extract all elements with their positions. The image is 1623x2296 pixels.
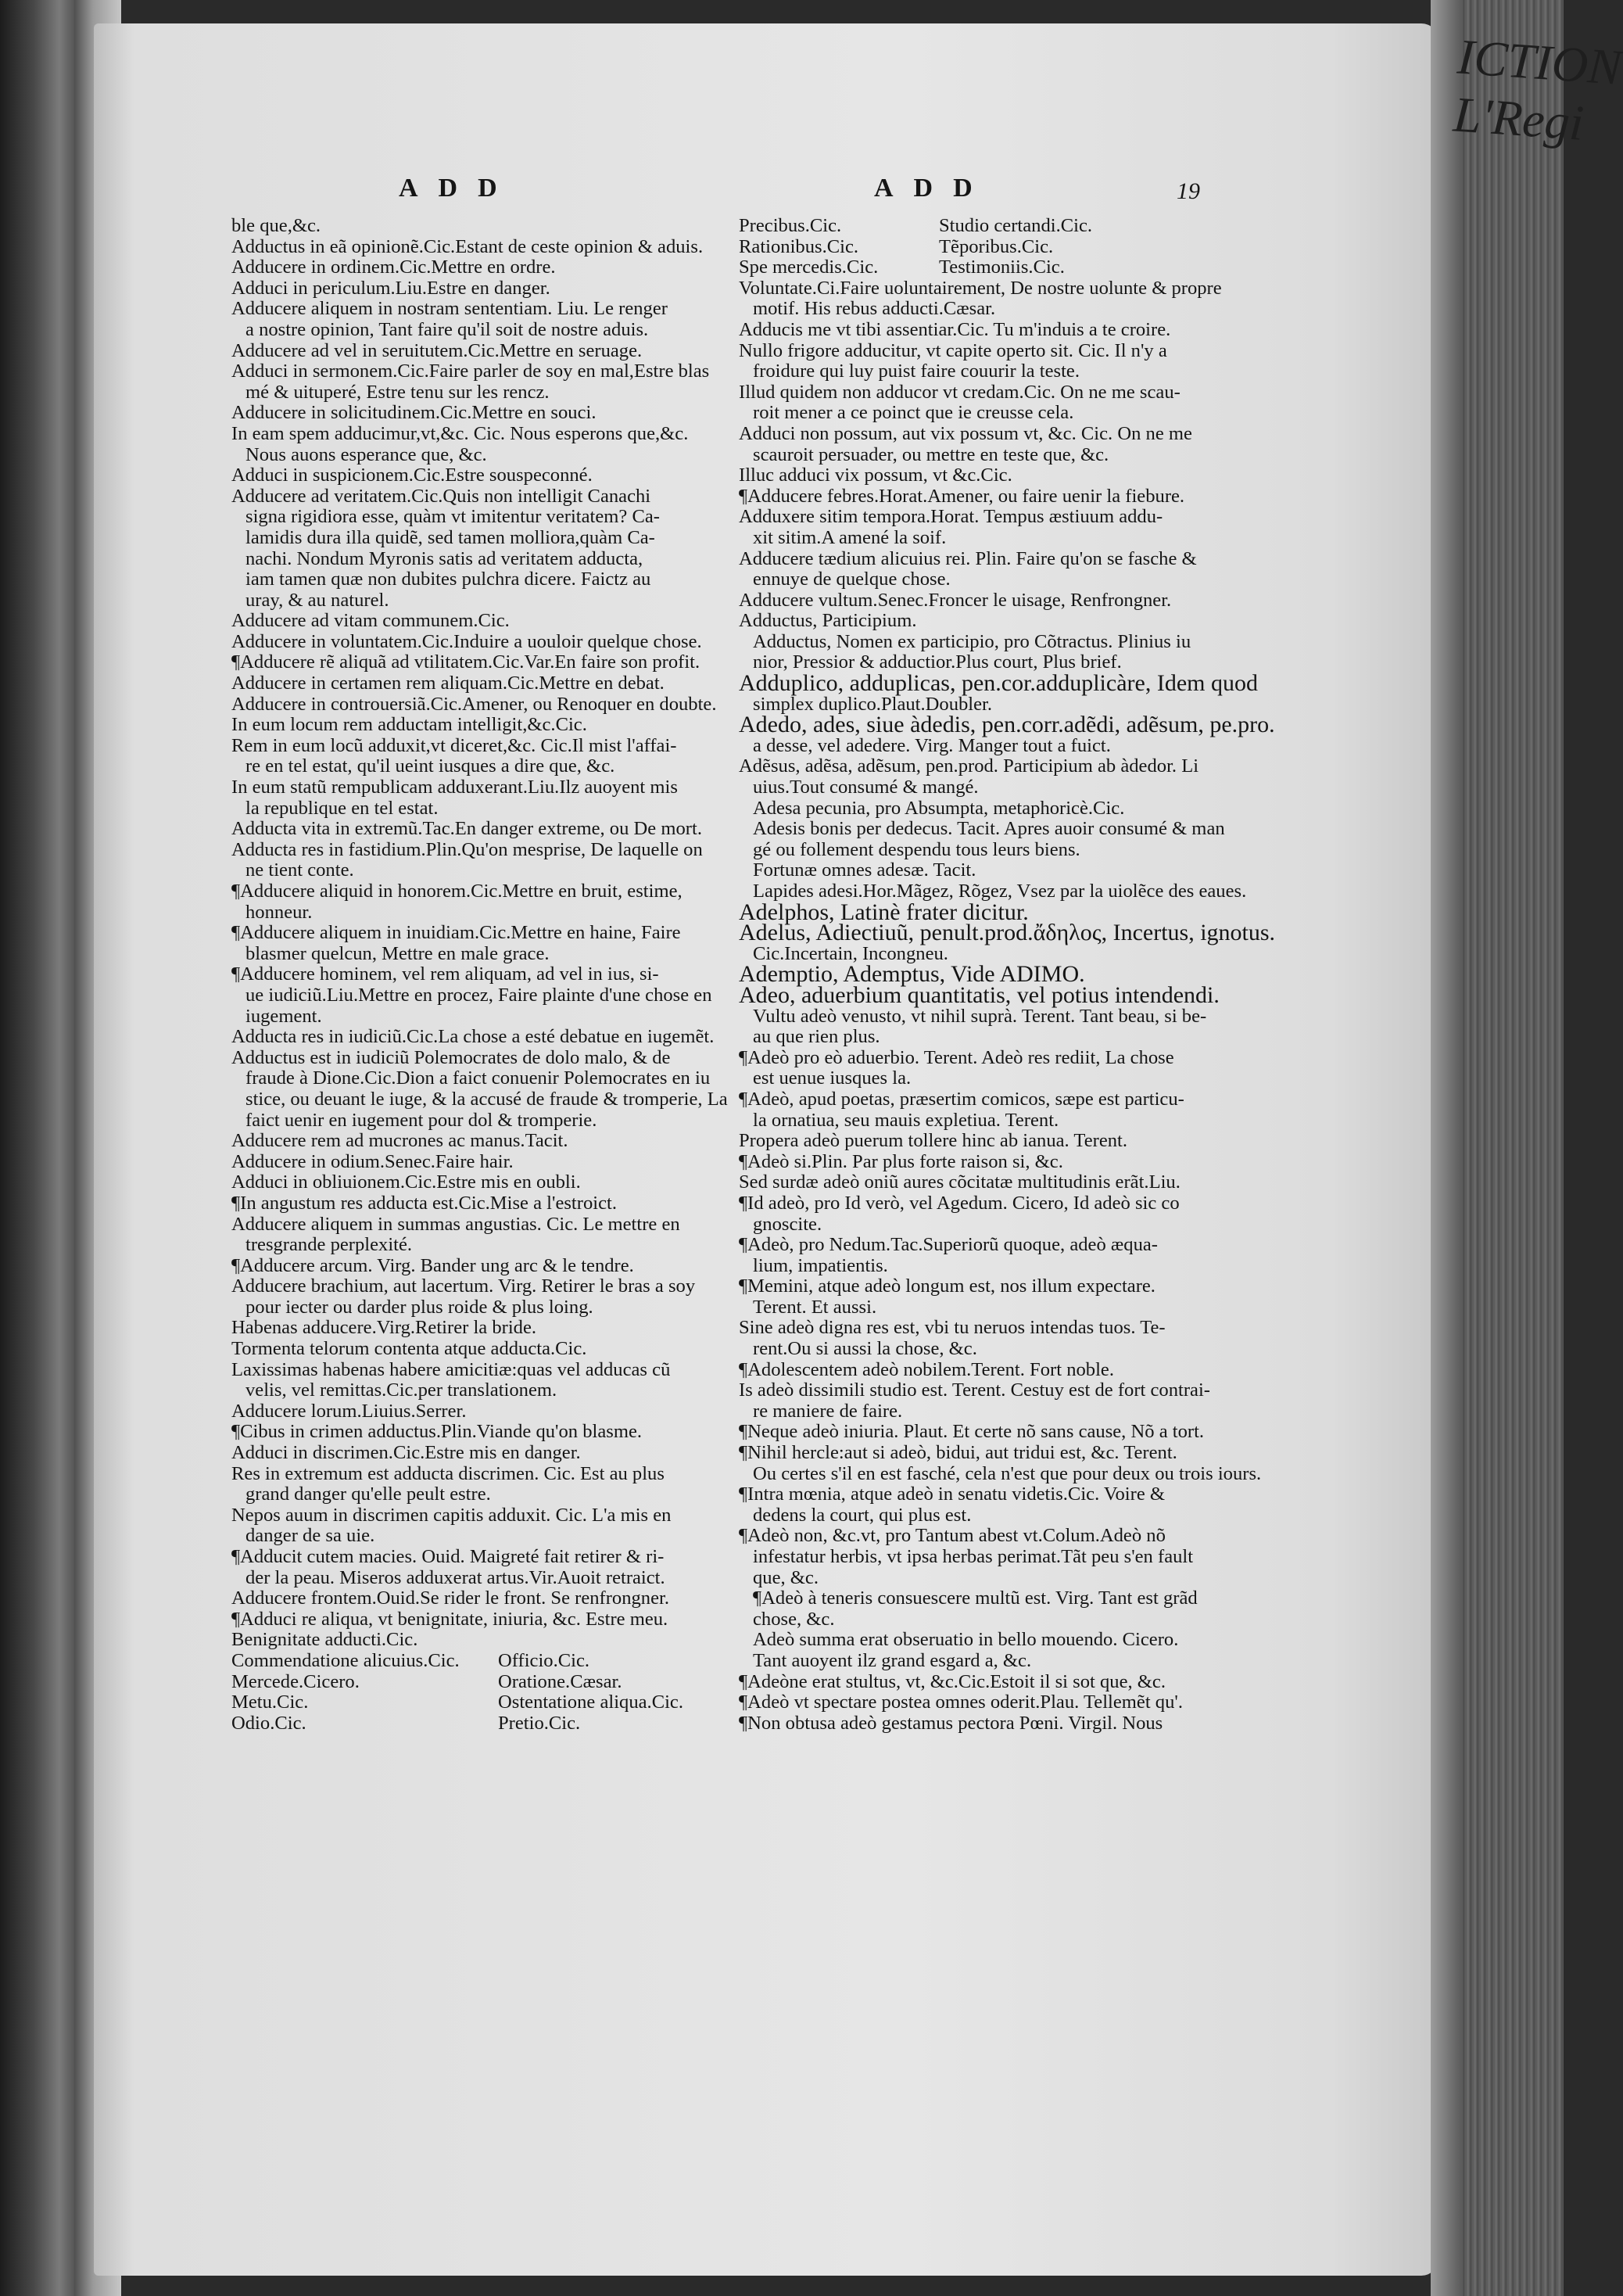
left-page-edge: [0, 0, 74, 2296]
citation-left: Rationibus.Cic.: [739, 235, 859, 257]
dictionary-line: blasmer quelcun, Mettre en male grace.: [245, 942, 550, 964]
citation-left: Mercede.Cicero.: [231, 1670, 360, 1692]
dictionary-line: Terent. Et aussi.: [753, 1296, 877, 1318]
dictionary-line: iam tamen quæ non dubites pulchra dicere. Faictz au: [245, 569, 651, 590]
dictionary-line: dedens la court, qui plus est.: [753, 1504, 972, 1526]
dictionary-line: Tant auoyent ilz grand esgard a, &c.: [753, 1649, 1032, 1671]
citation-right: Ostentatione aliqua.Cic.: [498, 1692, 683, 1713]
dictionary-line: lium, impatientis.: [753, 1254, 888, 1276]
citation-right: Studio certandi.Cic.: [939, 215, 1093, 236]
spine-label: [1441, 28, 1623, 301]
dictionary-line: Adducere frontem.Ouid.Se rider le front. Se renfrongner.: [231, 1587, 669, 1609]
left-text-column: [231, 215, 728, 1734]
dictionary-line: Adeò summa erat obseruatio in bello mouendo. Cicero.: [753, 1629, 1179, 1651]
running-head-right: ADD: [874, 174, 993, 203]
dictionary-line: Adducere in ordinem.Cic.Mettre en ordre.: [231, 257, 556, 278]
spine-line: L'Regi: [1451, 86, 1585, 151]
citation-pair: [739, 257, 1208, 278]
dictionary-line: Adducere rem ad mucrones ac manus.Tacit.: [231, 1130, 568, 1152]
citation-left: Commendatione alicuius.Cic.: [231, 1649, 460, 1671]
dictionary-line: Adducta res in iudiciũ.Cic.La chose a esté debatue en iugemẽt.: [231, 1026, 715, 1048]
dictionary-line: uray, & au naturel.: [245, 589, 389, 611]
dictionary-line: la ornatiua, seu mauis expletiua. Terent.: [753, 1109, 1059, 1131]
dictionary-line: grand danger qu'elle peult estre.: [245, 1483, 491, 1505]
dictionary-line: danger de sa uie.: [245, 1525, 375, 1547]
dictionary-line: xit sitim.A amené la soif.: [753, 526, 947, 548]
dictionary-line: lamidis dura illa quidẽ, sed tamen molliora,quàm Ca-: [245, 526, 655, 548]
dictionary-line: Adducta vita in extremũ.Tac.En danger extreme, ou De mort.: [231, 818, 702, 840]
citation-right: Testimoniis.Cic.: [939, 257, 1065, 278]
dictionary-line: ennuye de quelque chose.: [753, 569, 951, 590]
dictionary-line: au que rien plus.: [753, 1026, 880, 1048]
dictionary-line: re maniere de faire.: [753, 1400, 903, 1422]
dictionary-line: Adducere ad vel in seruitutem.Cic.Mettre en seruage.: [231, 339, 643, 361]
dictionary-line: est uenue iusques la.: [753, 1067, 912, 1089]
dictionary-line: nachi. Nondum Myronis satis ad veritatem adducta,: [245, 547, 643, 569]
dictionary-line: Is adeò dissimili studio est. Terent. Cestuy est de fort contrai-: [739, 1379, 1210, 1401]
dictionary-line: ¶Adducere febres.Horat.Amener, ou faire uenir la fiebure.: [739, 485, 1185, 507]
spine-line: ICTION: [1456, 28, 1623, 95]
dictionary-line: Voluntate.Ci.Faire uoluntairement, De nostre uolunte & propre: [739, 277, 1222, 299]
dictionary-line: ¶Adeò pro eò aduerbio. Terent. Adeò res rediit, La chose: [739, 1046, 1174, 1068]
dictionary-line: Benignitate adducti.Cic.: [231, 1629, 418, 1651]
dictionary-line: Propera adeò puerum tollere hinc ab ianua. Terent.: [739, 1130, 1128, 1152]
dictionary-line: ¶In angustum res adducta est.Cic.Mise a l'estroict.: [231, 1192, 617, 1214]
dictionary-line: Sine adeò digna res est, vbi tu neruos intendas tuos. Te-: [739, 1317, 1166, 1339]
dictionary-line: ¶Id adeò, pro Id verò, vel Agedum. Cicero, Id adeò sic co: [739, 1192, 1180, 1214]
citation-left: Precibus.Cic.: [739, 215, 842, 236]
dictionary-line: Illuc adduci vix possum, vt &c.Cic.: [739, 465, 1012, 486]
dictionary-line: ¶Adduci re aliqua, vt benignitate, iniuria, &c. Estre meu.: [231, 1608, 668, 1630]
dictionary-line: Adducere in solicitudinem.Cic.Mettre en souci.: [231, 402, 597, 424]
dictionary-line: ¶Intra mœnia, atque adeò in senatu videtis.Cic. Voire &: [739, 1483, 1166, 1505]
dictionary-line: Adducere in controuersiã.Cic.Amener, ou Renoquer en doubte.: [231, 693, 717, 715]
running-head-left: ADD: [399, 174, 518, 203]
dictionary-line: Adducis me vt tibi assentiar.Cic. Tu m'induis a te croire.: [739, 318, 1171, 340]
dictionary-line: ¶Neque adeò iniuria. Plaut. Et certe nõ sans cause, Nõ a tort.: [739, 1421, 1205, 1443]
dictionary-line: fraude à Dione.Cic.Dion a faict conuenir Polemocrates en iu: [245, 1067, 711, 1089]
dictionary-line: Adducere in certamen rem aliquam.Cic.Mettre en debat.: [231, 673, 665, 694]
dictionary-line: Adductus est in iudiciũ Polemocrates de dolo malo, & de: [231, 1046, 671, 1068]
dictionary-line: pour iecter ou darder plus roide & plus loing.: [245, 1296, 593, 1318]
dictionary-line: ¶Adeò si.Plin. Par plus forte raison si, &c.: [739, 1150, 1063, 1172]
dictionary-line: Adduci in obliuionem.Cic.Estre mis en oubli.: [231, 1171, 581, 1193]
dictionary-line: Adducere ad vitam communem.Cic.: [231, 610, 510, 632]
dictionary-line: Res in extremum est adducta discrimen. Cic. Est au plus: [231, 1462, 665, 1484]
citation-right: Officio.Cic.: [498, 1649, 590, 1671]
citation-pair: [739, 216, 1208, 237]
dictionary-line: ¶Non obtusa adeò gestamus pectora Pœni. Virgil. Nous: [739, 1712, 1163, 1734]
dictionary-line: mé & uituperé, Estre tenu sur les rencz.: [245, 381, 550, 403]
dictionary-line: tresgrande perplexité.: [245, 1234, 413, 1256]
dictionary-line: motif. His rebus adducti.Cæsar.: [753, 298, 996, 320]
dictionary-line: Fortunæ omnes adesæ. Tacit.: [753, 859, 976, 881]
citation-pair: [739, 237, 1208, 258]
dictionary-line: Adducere aliquem in summas angustias. Cic. Le mettre en: [231, 1213, 680, 1235]
dictionary-line: In eum statũ rempublicam adduxerant.Liu.Ilz auoyent mis: [231, 777, 678, 798]
citation-left: Metu.Cic.: [231, 1692, 309, 1713]
dictionary-line: ¶Adducere arcum. Virg. Bander ung arc & le tendre.: [231, 1254, 634, 1276]
dictionary-line: ¶Cibus in crimen adductus.Plin.Viande qu'on blasme.: [231, 1421, 643, 1443]
dictionary-line: Lapides adesi.Hor.Mãgez, Rõgez, Vsez par la uiolẽce des eaues.: [753, 881, 1247, 902]
dictionary-line: ue iudiciũ.Liu.Mettre en procez, Faire plainte d'une chose en: [245, 984, 712, 1006]
dictionary-line: ¶Adeò, pro Nedum.Tac.Superiorũ quoque, adeò æqua-: [739, 1234, 1158, 1256]
dictionary-line: In eum locum rem adductam intelligit,&c.Cic.: [231, 714, 587, 736]
dictionary-line: ¶Nihil hercle:aut si adeò, bidui, aut tridui est, &c. Terent.: [739, 1442, 1177, 1464]
dictionary-line: Adducere ad veritatem.Cic.Quis non intelligit Canachi: [231, 485, 651, 507]
dictionary-line: ¶Adolescentem adeò nobilem.Terent. Fort noble.: [739, 1358, 1114, 1380]
dictionary-line: faict uenir en iugement pour dol & tromperie.: [245, 1109, 597, 1131]
dictionary-line: Adduci in sermonem.Cic.Faire parler de soy en mal,Estre blas: [231, 361, 710, 382]
dictionary-line: honneur.: [245, 901, 313, 923]
dictionary-line: iugement.: [245, 1005, 322, 1027]
dictionary-line: ¶Adducere rẽ aliquã ad vtilitatem.Cic.Var.En faire son profit.: [231, 651, 700, 673]
dictionary-line: Adductus in eã opinionẽ.Cic.Estant de ceste opinion & aduis.: [231, 235, 704, 257]
dictionary-line: Adducere in voluntatem.Cic.Induire a uouloir quelque chose.: [231, 630, 702, 652]
dictionary-line: gnoscite.: [753, 1213, 822, 1235]
dictionary-line: froidure qui luy puist faire couurir la teste.: [753, 361, 1080, 382]
dictionary-line: Adduci non possum, aut vix possum vt, &c. Cic. On ne me: [739, 422, 1192, 444]
dictionary-line: Adducere in odium.Senec.Faire hair.: [231, 1150, 514, 1172]
dictionary-line: ¶Adducit cutem macies. Ouid. Maigreté fait retirer & ri-: [231, 1546, 665, 1567]
dictionary-line: Adelus, Adiectiuũ, penult.prod.ἄδηλος, Incertus, ignotus.: [739, 920, 1276, 946]
dictionary-line: signa rigidiora esse, quàm vt imitentur veritatem? Ca-: [245, 506, 660, 528]
dictionary-line: ¶Adeò à teneris consuescere multũ est. Virg. Tant est grãd: [753, 1587, 1198, 1609]
dictionary-line: a desse, vel adedere. Virg. Manger tout a fuict.: [753, 734, 1111, 756]
dictionary-line: Adducere lorum.Liuius.Serrer.: [231, 1400, 467, 1422]
dictionary-line: ¶Adeò non, &c.vt, pro Tantum abest vt.Colum.Adeò nõ: [739, 1525, 1166, 1547]
dictionary-line: Cic.Incertain, Incongneu.: [753, 942, 948, 964]
dictionary-line: uius.Tout consumé & mangé.: [753, 777, 979, 798]
dictionary-line: Adduplico, adduplicas, pen.cor.adduplicàre, Idem quod: [739, 670, 1258, 697]
dictionary-line: ¶Adeò, apud poetas, præsertim comicos, sæpe est particu-: [739, 1088, 1184, 1110]
right-text-column: [739, 215, 1276, 1734]
dictionary-line: Rem in eum locũ adduxit,vt diceret,&c. Cic.Il mist l'affai-: [231, 734, 677, 756]
dictionary-line: Adduxere sitim tempora.Horat. Tempus æstiuum addu-: [739, 506, 1163, 528]
dictionary-line: scauroit persuader, ou mettre en teste que, &c.: [753, 443, 1109, 465]
dictionary-line: der la peau. Miseros adduxerat artus.Vir.Auoit retraict.: [245, 1566, 665, 1588]
dictionary-line: Adẽsus, adẽsa, adẽsum, pen.prod. Participium ab àdedor. Li: [739, 755, 1199, 777]
dictionary-line: Adesa pecunia, pro Absumpta, metaphoricè.Cic.: [753, 797, 1125, 819]
citation-pair: [231, 1672, 700, 1693]
citation-right: Oratione.Cæsar.: [498, 1670, 622, 1692]
citation-right: Tẽporibus.Cic.: [939, 235, 1054, 257]
citation-left: Spe mercedis.Cic.: [739, 257, 879, 278]
dictionary-line: gé ou follement despendu tous leurs biens.: [753, 838, 1080, 860]
dictionary-line: ¶Adducere aliquid in honorem.Cic.Mettre en bruit, estime,: [231, 881, 683, 902]
dictionary-line: Vultu adeò venusto, vt nihil suprà. Terent. Tant beau, si be-: [753, 1005, 1207, 1027]
dictionary-line: Adeo, aduerbium quantitatis, vel potius intendendi.: [739, 981, 1220, 1008]
dictionary-line: Adductus, Nomen ex participio, pro Cõtractus. Plinius iu: [753, 630, 1191, 652]
dictionary-line: Laxissimas habenas habere amicitiæ:quas vel adducas cũ: [231, 1358, 671, 1380]
dictionary-line: Adduci in suspicionem.Cic.Estre souspeconné.: [231, 465, 593, 486]
dictionary-line: nior, Pressior & adductior.Plus court, Plus brief.: [753, 651, 1122, 673]
dictionary-line: Adducere tædium alicuius rei. Plin. Faire qu'on se fasche &: [739, 547, 1197, 569]
citation-pair: [231, 1713, 700, 1735]
dictionary-line: Nullo frigore adducitur, vt capite operto sit. Cic. Il n'y a: [739, 339, 1167, 361]
dictionary-line: chose, &c.: [753, 1608, 835, 1630]
dictionary-line: Habenas adducere.Virg.Retirer la bride.: [231, 1317, 537, 1339]
page-block-edge: [1431, 0, 1585, 2296]
dictionary-line: Adducere brachium, aut lacertum. Virg. Retirer le bras a soy: [231, 1275, 696, 1297]
dictionary-line: ¶Adeòne erat stultus, vt, &c.Cic.Estoit il si sot que, &c.: [739, 1670, 1166, 1692]
dictionary-line: re en tel estat, qu'il ueint iusques a dire que, &c.: [245, 755, 615, 777]
citation-pair: [231, 1651, 700, 1672]
dictionary-line: que, &c.: [753, 1566, 819, 1588]
dictionary-line: Ademptio, Ademptus, Vide ADIMO.: [739, 961, 1085, 988]
dictionary-line: Nepos auum in discrimen capitis adduxit. Cic. L'a mis en: [231, 1504, 672, 1526]
dictionary-line: stice, ou deuant le iuge, & la accusé de fraude & tromperie, La: [245, 1088, 728, 1110]
dictionary-line: Nous auons esperance que, &c.: [245, 443, 487, 465]
dictionary-line: Adedo, ades, siue àdedis, pen.corr.adẽdi, adẽsum, pe.pro.: [739, 712, 1275, 738]
dictionary-line: velis, vel remittas.Cic.per translationem.: [245, 1379, 557, 1401]
dictionary-line: Sed surdæ adeò oniũ aures cõcitatæ multitudinis erãt.Liu.: [739, 1171, 1181, 1193]
dictionary-line: Adducere aliquem in nostram sententiam. Liu. Le renger: [231, 298, 668, 320]
dictionary-line: Adducta res in fastidium.Plin.Qu'on mesprise, De laquelle on: [231, 838, 703, 860]
dictionary-line: Adducere vultum.Senec.Froncer le uisage, Renfrongner.: [739, 589, 1172, 611]
dictionary-line: Ou certes s'il en est fasché, cela n'est que pour deux ou trois iours.: [753, 1462, 1262, 1484]
dictionary-line: a nostre opinion, Tant faire qu'il soit de nostre aduis.: [245, 318, 649, 340]
dictionary-line: infestatur herbis, vt ipsa herbas perimat.Tãt peu s'en fault: [753, 1546, 1194, 1567]
dictionary-line: Adelphos, Latinè frater dicitur.: [739, 899, 1029, 925]
dictionary-line: rent.Ou si aussi la chose, &c.: [753, 1338, 977, 1360]
dictionary-line: ¶Memini, atque adeò longum est, nos illum expectare.: [739, 1275, 1155, 1297]
dictionary-line: ¶Adeò vt spectare postea omnes oderit.Plau. Tellemẽt qu'.: [739, 1692, 1183, 1713]
dictionary-line: Adesis bonis per dedecus. Tacit. Apres auoir consumé & man: [753, 818, 1225, 840]
dictionary-line: la republique en tel estat.: [245, 797, 439, 819]
dictionary-line: Adductus, Participium.: [739, 610, 917, 632]
dictionary-line: Adduci in discrimen.Cic.Estre mis en danger.: [231, 1442, 581, 1464]
citation-right: Pretio.Cic.: [498, 1712, 581, 1734]
dictionary-line: ¶Adducere hominem, vel rem aliquam, ad vel in ius, si-: [231, 963, 659, 985]
dictionary-line: ¶Adducere aliquem in inuidiam.Cic.Mettre en haine, Faire: [231, 922, 681, 944]
dictionary-line: Illud quidem non adducor vt credam.Cic. On ne me scau-: [739, 381, 1181, 403]
dictionary-line: Tormenta telorum contenta atque adducta.Cic.: [231, 1338, 587, 1360]
dictionary-line: roit mener a ce poinct que ie creusse cela.: [753, 402, 1074, 424]
dictionary-line: Adduci in periculum.Liu.Estre en danger.: [231, 277, 550, 299]
dictionary-line: ble que,&c.: [231, 215, 321, 236]
citation-left: Odio.Cic.: [231, 1712, 306, 1734]
page-number: 19: [1177, 178, 1200, 204]
citation-pair: [231, 1692, 700, 1713]
dictionary-line: ne tient conte.: [245, 859, 354, 881]
dictionary-line: In eam spem adducimur,vt,&c. Cic. Nous esperons que,&c.: [231, 422, 689, 444]
dictionary-line: simplex duplico.Plaut.Doubler.: [753, 693, 993, 715]
